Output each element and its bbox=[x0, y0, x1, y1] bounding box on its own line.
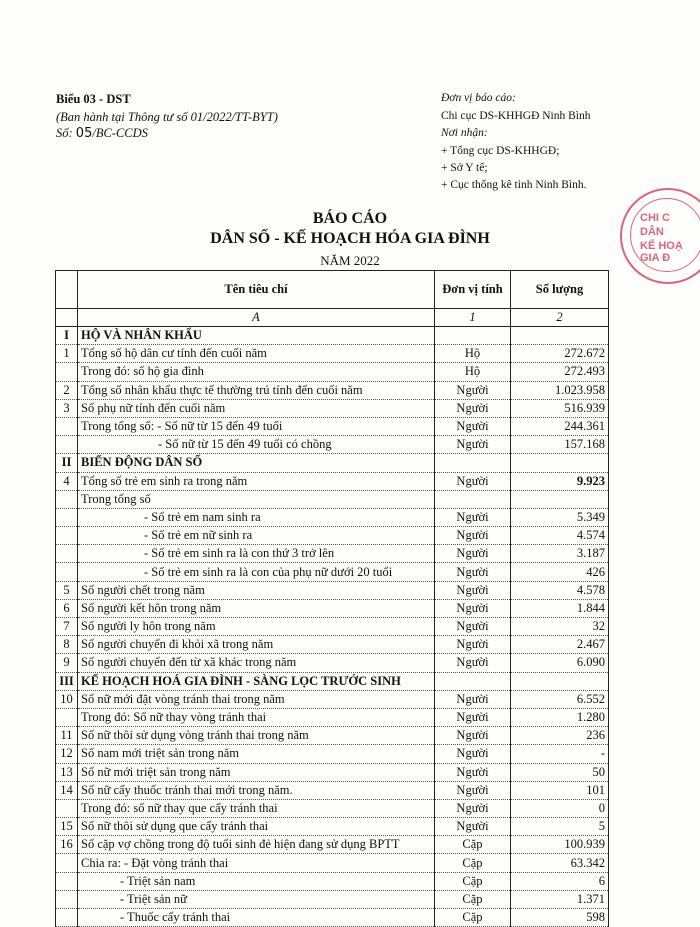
table-header-row bbox=[56, 271, 609, 309]
row-unit bbox=[435, 490, 511, 508]
row-stt: 5 bbox=[56, 581, 78, 599]
table-row bbox=[56, 436, 609, 454]
recipients-label: Nơi nhận: bbox=[441, 127, 488, 139]
row-stt: 11 bbox=[56, 727, 78, 745]
row-unit: Người bbox=[435, 599, 511, 617]
table-row bbox=[56, 563, 609, 581]
table-row bbox=[56, 763, 609, 781]
row-stt: II bbox=[56, 454, 78, 472]
row-name: - Triệt sản nữ bbox=[78, 890, 435, 908]
document-number bbox=[56, 126, 148, 141]
row-stt bbox=[56, 490, 78, 508]
row-qty: 598 bbox=[511, 909, 609, 927]
row-name: KẾ HOẠCH HOÁ GIA ĐÌNH - SÀNG LỌC TRƯỚC SINH bbox=[78, 672, 435, 690]
row-unit: Người bbox=[435, 508, 511, 526]
number-value: 05 bbox=[75, 126, 93, 141]
row-name: - Thuốc cấy tránh thai bbox=[78, 909, 435, 927]
table-row bbox=[56, 527, 609, 545]
section-row bbox=[56, 327, 609, 345]
row-qty: 6.552 bbox=[511, 690, 609, 708]
row-qty: 426 bbox=[511, 563, 609, 581]
table-row bbox=[56, 727, 609, 745]
row-name: Số nữ thôi sử dụng vòng tránh thai trong năm bbox=[78, 727, 435, 745]
table-row bbox=[56, 599, 609, 617]
table-row bbox=[56, 472, 609, 490]
row-stt: 16 bbox=[56, 836, 78, 854]
reporting-unit-label: Đơn vị báo cáo: bbox=[441, 92, 516, 104]
row-unit: Cặp bbox=[435, 890, 511, 908]
row-unit: Cặp bbox=[435, 854, 511, 872]
row-qty: 5.349 bbox=[511, 508, 609, 526]
table-row bbox=[56, 708, 609, 726]
row-qty: 4.574 bbox=[511, 527, 609, 545]
row-stt: 13 bbox=[56, 763, 78, 781]
row-name: Số nam mới triệt sản trong năm bbox=[78, 745, 435, 763]
row-stt bbox=[56, 417, 78, 435]
row-stt bbox=[56, 436, 78, 454]
row-unit: Người bbox=[435, 618, 511, 636]
row-stt: I bbox=[56, 327, 78, 345]
row-qty: 1.844 bbox=[511, 599, 609, 617]
table-row bbox=[56, 872, 609, 890]
row-qty: - bbox=[511, 745, 609, 763]
row-qty: 272.672 bbox=[511, 345, 609, 363]
subheader-name: A bbox=[78, 309, 435, 327]
table-row bbox=[56, 508, 609, 526]
row-unit: Cặp bbox=[435, 909, 511, 927]
subheader-stt bbox=[56, 309, 78, 327]
table-row bbox=[56, 854, 609, 872]
row-name: Tổng số nhân khẩu thực tế thường trú tính đến cuối năm bbox=[78, 381, 435, 399]
row-stt bbox=[56, 545, 78, 563]
row-stt bbox=[56, 799, 78, 817]
stamp-text: CHI C bbox=[640, 212, 670, 224]
row-unit: Người bbox=[435, 417, 511, 435]
row-name: Số phụ nữ tính đến cuối năm bbox=[78, 399, 435, 417]
row-unit: Người bbox=[435, 799, 511, 817]
row-unit: Người bbox=[435, 399, 511, 417]
row-unit: Người bbox=[435, 727, 511, 745]
subheader-unit: 1 bbox=[435, 309, 511, 327]
table-row bbox=[56, 836, 609, 854]
recipient-item: + Cục thống kê tỉnh Ninh Bình. bbox=[441, 179, 587, 191]
table-row bbox=[56, 654, 609, 672]
row-name: Số nữ mới đặt vòng tránh thai trong năm bbox=[78, 690, 435, 708]
row-unit: Người bbox=[435, 708, 511, 726]
table-row bbox=[56, 818, 609, 836]
table-row bbox=[56, 381, 609, 399]
row-name: HỘ VÀ NHÂN KHẨU bbox=[78, 327, 435, 345]
row-name: - Số trẻ em sinh ra là con thứ 3 trở lên bbox=[78, 545, 435, 563]
row-unit bbox=[435, 327, 511, 345]
row-unit bbox=[435, 672, 511, 690]
table-row bbox=[56, 490, 609, 508]
row-unit: Hộ bbox=[435, 363, 511, 381]
recipient-item: + Tổng cục DS-KHHGĐ; bbox=[441, 145, 560, 157]
row-qty: 3.187 bbox=[511, 545, 609, 563]
table-row bbox=[56, 890, 609, 908]
row-unit: Cặp bbox=[435, 872, 511, 890]
row-unit: Người bbox=[435, 654, 511, 672]
row-name: Số cặp vợ chồng trong độ tuổi sinh đẻ hiện đang sử dụng BPTT bbox=[78, 836, 435, 854]
row-qty: 1.023.958 bbox=[511, 381, 609, 399]
report-subtitle: DÂN SỐ - KẾ HOẠCH HÓA GIA ĐÌNH bbox=[210, 230, 490, 247]
row-unit: Người bbox=[435, 636, 511, 654]
row-stt: 2 bbox=[56, 381, 78, 399]
row-qty bbox=[511, 327, 609, 345]
subheader-qty: 2 bbox=[511, 309, 609, 327]
row-stt: III bbox=[56, 672, 78, 690]
row-stt: 6 bbox=[56, 599, 78, 617]
row-name: Trong tổng số: - Số nữ từ 15 đến 49 tuổi bbox=[78, 417, 435, 435]
table-row bbox=[56, 363, 609, 381]
row-qty: 63.342 bbox=[511, 854, 609, 872]
row-unit: Cặp bbox=[435, 836, 511, 854]
table-row bbox=[56, 781, 609, 799]
header-stt bbox=[56, 271, 78, 309]
table-row bbox=[56, 636, 609, 654]
row-name: - Số nữ từ 15 đến 49 tuổi có chồng bbox=[78, 436, 435, 454]
row-qty: 236 bbox=[511, 727, 609, 745]
row-name: Số nữ mới triệt sản trong năm bbox=[78, 763, 435, 781]
row-stt bbox=[56, 363, 78, 381]
stamp-text: KẾ HOẠ bbox=[640, 240, 683, 252]
row-stt bbox=[56, 708, 78, 726]
row-stt bbox=[56, 890, 78, 908]
row-stt: 12 bbox=[56, 745, 78, 763]
row-qty: 1.280 bbox=[511, 708, 609, 726]
row-qty: 100.939 bbox=[511, 836, 609, 854]
row-unit: Người bbox=[435, 472, 511, 490]
row-name: Trong đó: số nữ thay que cấy tránh thai bbox=[78, 799, 435, 817]
row-qty: 157.168 bbox=[511, 436, 609, 454]
table-row bbox=[56, 545, 609, 563]
row-qty bbox=[511, 672, 609, 690]
row-qty: 272.493 bbox=[511, 363, 609, 381]
header-name: Tên tiêu chí bbox=[78, 271, 435, 309]
row-qty: 6 bbox=[511, 872, 609, 890]
recipient-item: + Sở Y tế; bbox=[441, 162, 488, 174]
table-row bbox=[56, 799, 609, 817]
row-stt: 3 bbox=[56, 399, 78, 417]
table-subheader-row bbox=[56, 309, 609, 327]
row-qty: 50 bbox=[511, 763, 609, 781]
stamp-text: GIA Đ bbox=[640, 252, 671, 264]
row-unit bbox=[435, 454, 511, 472]
row-qty: 5 bbox=[511, 818, 609, 836]
row-qty: 244.361 bbox=[511, 417, 609, 435]
row-name: - Triệt sản nam bbox=[78, 872, 435, 890]
row-name: Tổng số trẻ em sinh ra trong năm bbox=[78, 472, 435, 490]
row-name: Số người chuyển đi khỏi xã trong năm bbox=[78, 636, 435, 654]
row-name: Số người kết hôn trong năm bbox=[78, 599, 435, 617]
table-row bbox=[56, 581, 609, 599]
row-name: Số người chuyển đến từ xã khác trong năm bbox=[78, 654, 435, 672]
row-unit: Người bbox=[435, 436, 511, 454]
row-qty: 516.939 bbox=[511, 399, 609, 417]
row-name: Số nữ thôi sử dụng que cấy tránh thai bbox=[78, 818, 435, 836]
row-name: - Số trẻ em nữ sinh ra bbox=[78, 527, 435, 545]
stamp-text: DÂN bbox=[640, 226, 664, 238]
row-stt bbox=[56, 527, 78, 545]
report-title: BÁO CÁO bbox=[312, 210, 388, 227]
table-row bbox=[56, 690, 609, 708]
number-suffix: /BC-CCDS bbox=[92, 126, 148, 140]
table-row bbox=[56, 417, 609, 435]
section-row bbox=[56, 454, 609, 472]
row-unit: Người bbox=[435, 563, 511, 581]
row-unit: Người bbox=[435, 745, 511, 763]
row-name: Trong tổng số bbox=[78, 490, 435, 508]
row-stt: 8 bbox=[56, 636, 78, 654]
row-stt: 14 bbox=[56, 781, 78, 799]
row-qty bbox=[511, 454, 609, 472]
row-stt bbox=[56, 872, 78, 890]
row-qty: 2.467 bbox=[511, 636, 609, 654]
row-stt: 9 bbox=[56, 654, 78, 672]
row-stt bbox=[56, 854, 78, 872]
row-stt: 1 bbox=[56, 345, 78, 363]
row-stt bbox=[56, 909, 78, 927]
row-name: Tổng số hộ dân cư tính đến cuối năm bbox=[78, 345, 435, 363]
row-unit: Người bbox=[435, 381, 511, 399]
table-row bbox=[56, 618, 609, 636]
row-name: Số nữ cấy thuốc tránh thai mới trong năm. bbox=[78, 781, 435, 799]
row-qty: 101 bbox=[511, 781, 609, 799]
row-stt bbox=[56, 508, 78, 526]
row-qty bbox=[511, 490, 609, 508]
row-unit: Người bbox=[435, 763, 511, 781]
row-name: Chia ra: - Đặt vòng tránh thai bbox=[78, 854, 435, 872]
row-stt: 7 bbox=[56, 618, 78, 636]
row-stt: 10 bbox=[56, 690, 78, 708]
row-name: Số người ly hôn trong năm bbox=[78, 618, 435, 636]
table-row bbox=[56, 745, 609, 763]
row-name: - Số trẻ em sinh ra là con của phụ nữ dưới 20 tuổi bbox=[78, 563, 435, 581]
row-qty: 0 bbox=[511, 799, 609, 817]
row-qty: 1.371 bbox=[511, 890, 609, 908]
row-name: Số người chết trong năm bbox=[78, 581, 435, 599]
row-stt bbox=[56, 563, 78, 581]
row-qty: 9.923 bbox=[511, 472, 609, 490]
row-qty: 32 bbox=[511, 618, 609, 636]
number-label: Số: bbox=[56, 126, 73, 140]
row-name: BIẾN ĐỘNG DÂN SỐ bbox=[78, 454, 435, 472]
table-row bbox=[56, 909, 609, 927]
form-code: Biểu 03 - DST bbox=[56, 92, 131, 106]
issued-by-note: (Ban hành tại Thông tư số 01/2022/TT-BYT) bbox=[56, 110, 278, 124]
row-unit: Người bbox=[435, 527, 511, 545]
row-unit: Người bbox=[435, 818, 511, 836]
row-unit: Người bbox=[435, 781, 511, 799]
row-unit: Người bbox=[435, 545, 511, 563]
table-row bbox=[56, 345, 609, 363]
section-row bbox=[56, 672, 609, 690]
row-name: - Số trẻ em nam sinh ra bbox=[78, 508, 435, 526]
row-qty: 6.090 bbox=[511, 654, 609, 672]
row-qty: 4.578 bbox=[511, 581, 609, 599]
header-qty: Số lượng bbox=[511, 271, 609, 309]
row-name: Trong đó: Số nữ thay vòng tránh thai bbox=[78, 708, 435, 726]
row-name: Trong đó: số hộ gia đình bbox=[78, 363, 435, 381]
row-unit: Hộ bbox=[435, 345, 511, 363]
row-stt: 4 bbox=[56, 472, 78, 490]
row-unit: Người bbox=[435, 690, 511, 708]
report-table bbox=[55, 270, 609, 927]
table-row bbox=[56, 399, 609, 417]
reporting-unit: Chi cục DS-KHHGĐ Ninh Bình bbox=[441, 110, 591, 122]
report-year: NĂM 2022 bbox=[320, 253, 380, 268]
row-unit: Người bbox=[435, 581, 511, 599]
row-stt: 15 bbox=[56, 818, 78, 836]
header-unit: Đơn vị tính bbox=[435, 271, 511, 309]
